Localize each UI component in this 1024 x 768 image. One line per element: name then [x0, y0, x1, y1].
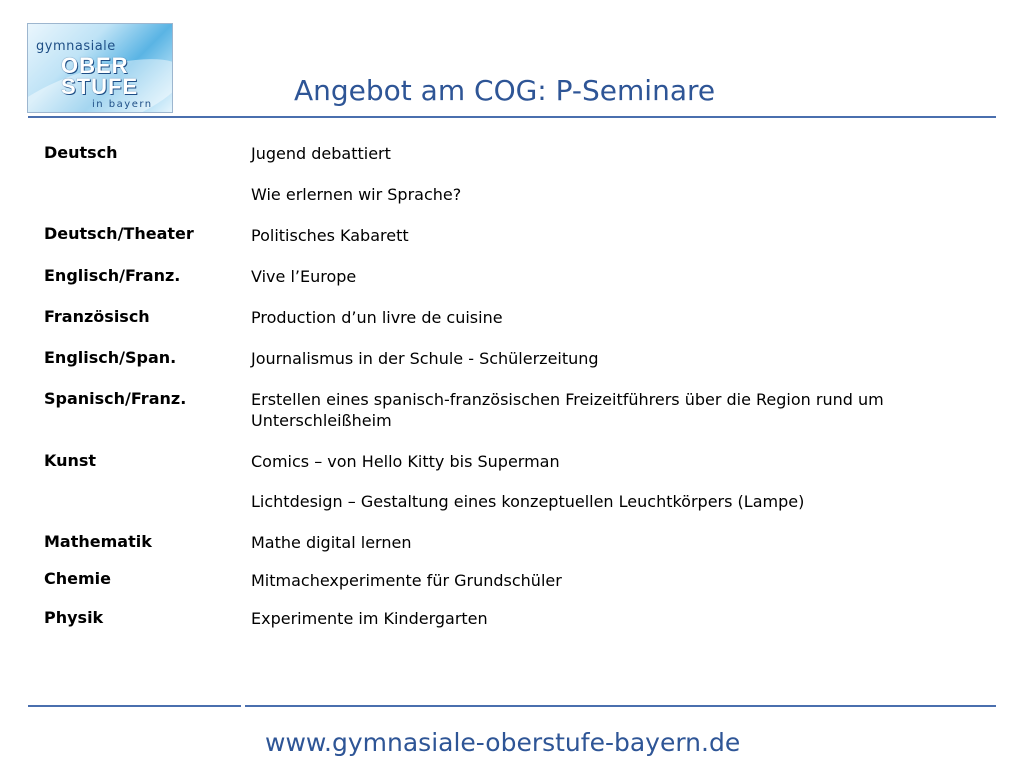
project-title: Wie erlernen wir Sprache?: [251, 185, 462, 204]
subject-label: Spanisch/Franz.: [44, 389, 187, 408]
project-title: Mathe digital lernen: [251, 533, 412, 552]
subject-label: Physik: [44, 608, 104, 627]
project-title: Lichtdesign – Gestaltung eines konzeptuellen Leuchtkörpers (Lampe): [251, 492, 805, 511]
logo-text-gymnasiale: gymnasiale: [36, 39, 116, 54]
logo-text-ober: OBER: [61, 53, 129, 78]
logo-text-stufe: STUFE: [61, 74, 139, 99]
project-title: Vive l’Europe: [251, 267, 357, 286]
project-title: Experimente im Kindergarten: [251, 609, 488, 628]
subject-label: Deutsch/Theater: [44, 224, 194, 243]
subject-label: Chemie: [44, 569, 111, 588]
footer-divider-right: [245, 705, 996, 707]
header-divider: [28, 116, 996, 118]
project-title: Politisches Kabarett: [251, 226, 409, 245]
subject-label: Deutsch: [44, 143, 118, 162]
subject-label: Französisch: [44, 307, 150, 326]
project-title: Jugend debattiert: [251, 144, 391, 163]
footer-divider-left: [28, 705, 241, 707]
subject-label: Englisch/Franz.: [44, 266, 181, 285]
logo: [27, 23, 173, 113]
logo-text-in-bayern: in bayern: [92, 99, 153, 110]
project-title: Erstellen eines spanisch-französischen Freizeitführers über die Region rund um Unterschleißheim: [251, 390, 884, 430]
subject-label: Mathematik: [44, 532, 152, 551]
project-title: Mitmachexperimente für Grundschüler: [251, 571, 562, 590]
slide-title: Angebot am COG: P-Seminare: [294, 74, 716, 107]
subject-label: Kunst: [44, 451, 97, 470]
subject-label: Englisch/Span.: [44, 348, 177, 367]
project-title: Production d’un livre de cuisine: [251, 308, 503, 327]
project-title: Comics – von Hello Kitty bis Superman: [251, 452, 560, 471]
footer-website-link[interactable]: www.gymnasiale-oberstufe-bayern.de: [265, 728, 741, 757]
project-title: Journalismus in der Schule - Schülerzeitung: [251, 349, 599, 368]
